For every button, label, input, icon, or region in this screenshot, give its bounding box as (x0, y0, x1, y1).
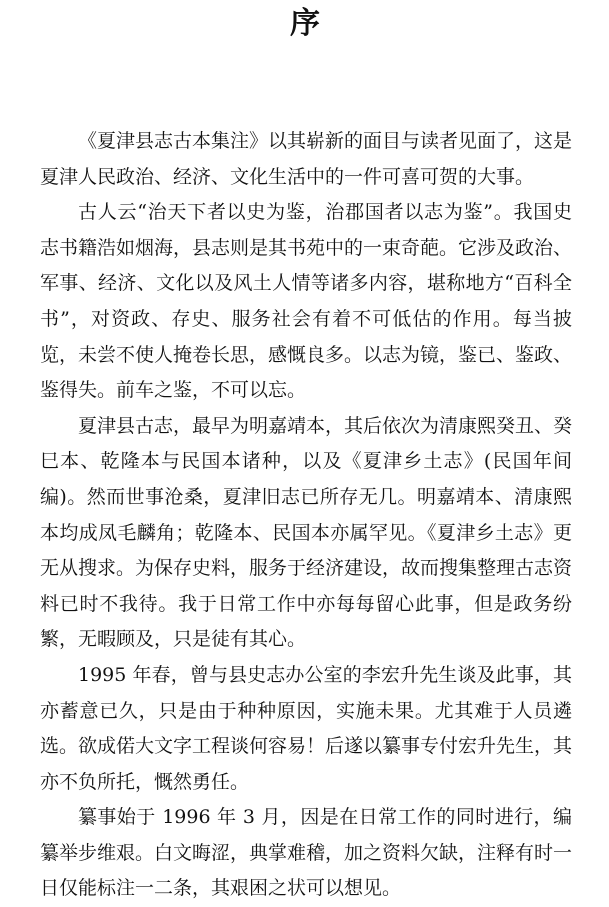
paragraph: 1995 年春，曾与县史志办公室的李宏升先生谈及此事，其亦蓄意已久，只是由于种种原因，实施未果。尤其难于人员遴选。欲成偌大文字工程谈何容易！后遂以纂事专付宏升先生，其亦不负所托，慨然勇任。 (40, 663, 573, 793)
paragraph: 纂事始于 1996 年 3 月，因是在日常工作的同时进行，编纂举步维艰。白文晦涩，典掌难稽，加之资料欠缺，注释有时一日仅能标注一二条，其艰困之状可以想见。 (40, 806, 573, 900)
paragraph: 夏津县古志，最早为明嘉靖本，其后依次为清康熙癸丑、癸巳本、乾隆本与民国本诸种，以及《夏津乡土志》(民国年间编)。然而世事沧桑，夏津旧志已所存无几。明嘉靖本、清康熙本均成凤毛麟角；乾隆本、民国本亦属罕见。《夏津乡土志》更无从搜求。为保存史料，服务于经济建设，故而搜集整理古志资料已时不我待。我于日常工作中亦每每留心此事，但是政务纷繁，无暇顾及，只是徒有其心。 (40, 414, 573, 651)
paragraph: 《夏津县志古本集注》以其崭新的面目与读者见面了，这是夏津人民政治、经济、文化生活中的一件可喜可贺的大事。 (40, 130, 573, 188)
paragraph: 古人云“治天下者以史为鉴，治郡国者以志为鉴”。我国史志书籍浩如烟海，县志则是其书苑中的一束奇葩。它涉及政治、军事、经济、文化以及风土人情等诸多内容，堪称地方“百科全书”，对资政、存史、服务社会有着不可低估的作用。每当披览，未尝不使人掩卷长思，感慨良多。以志为镜，鉴已、鉴政、鉴得失。前车之鉴，不可以忘。 (40, 201, 573, 402)
preface-body (40, 124, 572, 907)
page-title: 序 (290, 6, 322, 41)
